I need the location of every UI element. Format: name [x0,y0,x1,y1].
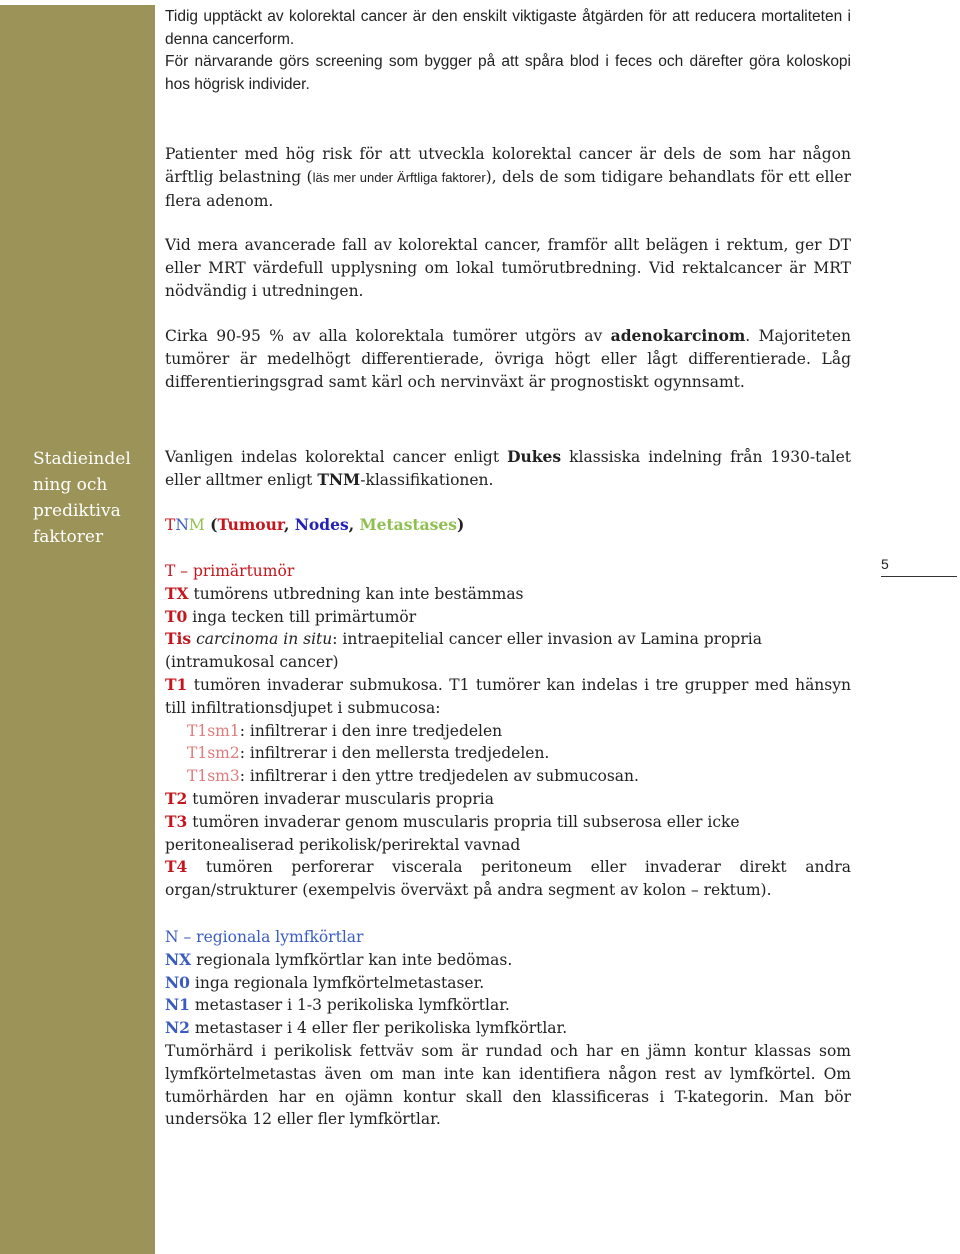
sidebar-label-line: Stadieindel [33,449,131,469]
risk-paragraph: Patienter med hög risk för att utveckla kolorektal cancer är dels de som har någon ärftlig belastning (läs mer under Ärftliga faktorer), dels de som tidigare behandlats för ett eller flera adenom. [165,145,852,210]
intro-block [165,6,851,96]
sidebar-section-label [0,446,155,550]
n-note: Tumörhärd i perikolisk fettväv som är rundad och har en jämn kontur klassas som lymfkörtelmetastas även om man inte kan identifiera någon rest av lymfkörtel. Om tumörhärden har en ojämn kontur skall den klassificeras i T-kategorin. Man bör undersöka 12 eller fler lymfkörtlar. [165,1041,851,1129]
dukes-paragraph: Vanligen indelas kolorektal cancer enligt Dukes klassiska indelning från 1930-talet eller alltmer enligt TNM-klassifikationen. [165,447,851,489]
t-item: T3 tumören invaderar genom muscularis propria till subserosa eller icke peritonealiserad perikolisk/perirektal vavnad [165,811,740,854]
tnm-heading: TNM (Tumour, Nodes, Metastases) [165,515,465,534]
t-item: Tis carcinoma in situ: intraepitelial cancer eller invasion av Lamina propria (intramukosal cancer) [165,629,762,672]
t-classification-list [165,560,851,902]
n-item: NX regionala lymfkörtlar kan inte bedömas. [165,949,513,969]
t-subitem: T1sm1: infiltrerar i den inre tredjedelen [187,721,503,740]
sidebar-label-line: prediktiva [33,501,121,521]
n-item: N2 metastaser i 4 eller fler perikoliska lymfkörtlar. [165,1018,568,1038]
t-item: TX tumörens utbredning kan inte bestämmas [165,583,524,603]
n-item: N0 inga regionala lymfkörtelmetastaser. [165,972,485,992]
t-subitem: T1sm3: infiltrerar i den yttre tredjedelen av submucosan. [187,767,639,786]
t-item: T2 tumören invaderar muscularis propria [165,788,494,808]
intro-paragraph: För närvarande görs screening som bygger på att spåra blod i feces och därefter göra koloskopi hos högrisk individer. [165,53,851,93]
adenocarcinoma-paragraph: Cirka 90-95 % av alla kolorektala tumörer utgörs av adenokarcinom. Majoriteten tumörer är medelhögt differentierade, övriga högt eller lågt differentierade. Låg differentieringsgrad samt kärl och nervinväxt är prognostiskt ogynnsamt. [165,326,851,391]
sidebar-label-line: faktorer [33,527,104,547]
t-heading: T – primärtumör [165,562,295,580]
t-item: T0 inga tecken till primärtumör [165,606,417,626]
page-number: 5 [881,556,957,577]
n-heading: N – regionala lymfkörtlar [165,928,364,946]
sidebar-label-line: ning och [33,475,108,495]
n-classification-list [165,926,851,1131]
t-item: T4 tumören perforerar viscerala peritoneum eller invaderar direkt andra organ/strukturer (exempelvis överväxt på andra segment av kolon – rektum). [165,857,851,900]
t-item: T1 tumören invaderar submukosa. T1 tumörer kan indelas i tre grupper med hänsyn till infiltrationsdjupet i submucosa: [165,674,851,717]
sidebar-band [0,5,155,1254]
t-subitem: T1sm2: infiltrerar i den mellersta tredjedelen. [187,744,550,763]
cross-reference-link[interactable]: läs mer under Ärftliga faktorer [312,169,486,185]
advanced-paragraph: Vid mera avancerade fall av kolorektal cancer, framför allt belägen i rektum, ger DT eller MRT värdefull upplysning om lokal tumörutbredning. Vid rektalcancer är MRT nödvändig i utredningen. [165,236,851,300]
intro-paragraph: Tidig upptäckt av kolorektal cancer är den enskilt viktigaste åtgärden för att reducera mortaliteten i denna cancerform. [165,8,851,48]
n-item: N1 metastaser i 1-3 perikoliska lymfkörtlar. [165,995,510,1015]
